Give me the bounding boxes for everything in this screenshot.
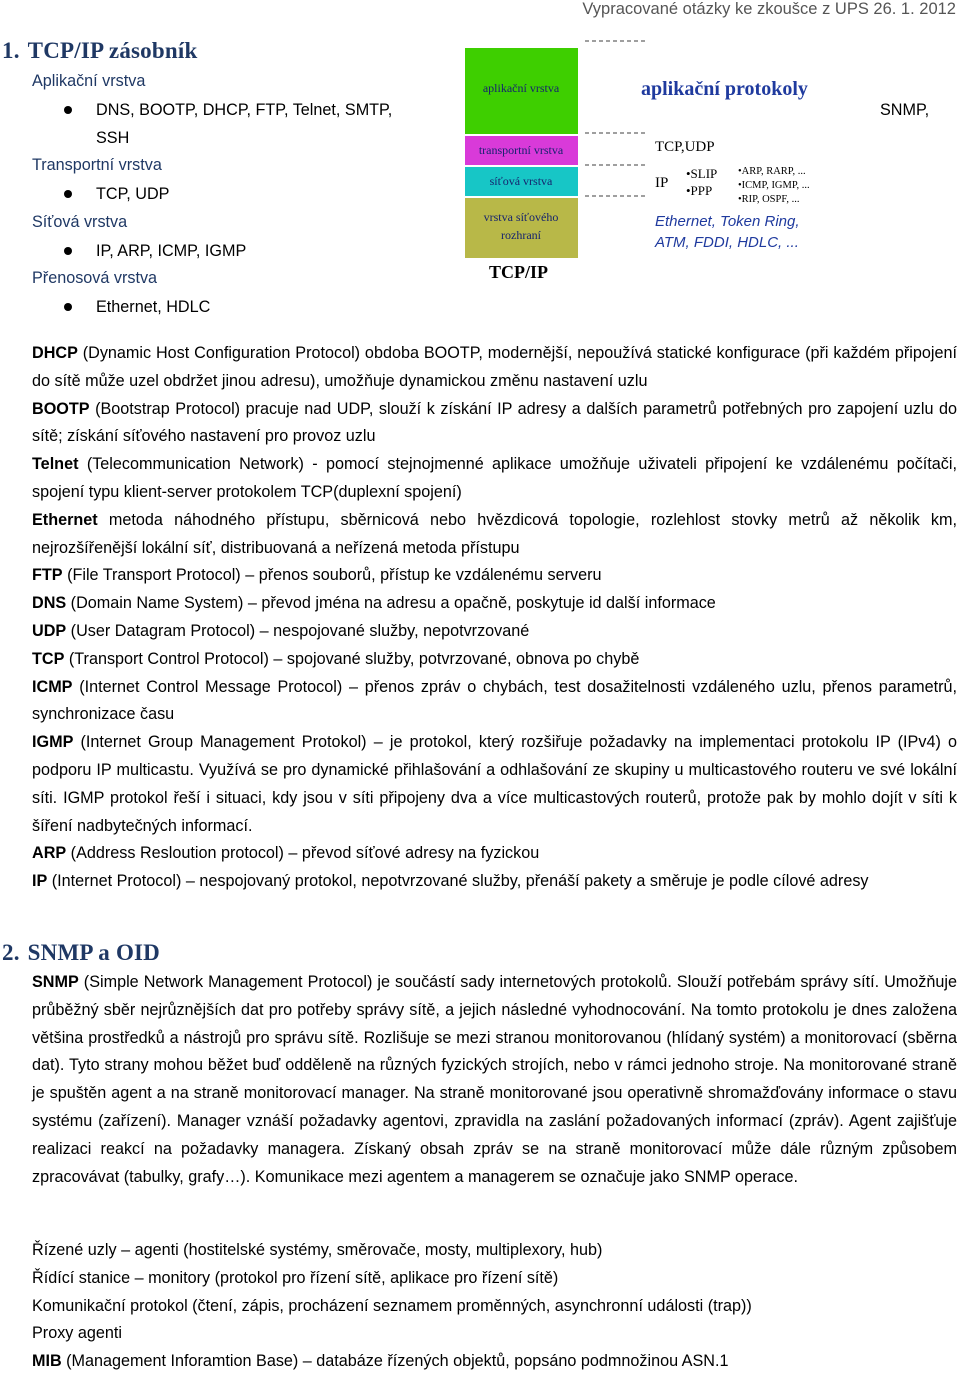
layer-protocols-application-cont: SSH (96, 129, 130, 147)
definition-term: BOOTP (32, 399, 90, 418)
layer-name-application: Aplikační vrstva (32, 72, 146, 90)
label-ip: IP (655, 175, 669, 191)
definition-igmp (32, 729, 957, 840)
layer-name-transport: Transportní vrstva (32, 156, 162, 174)
definition-udp (32, 618, 957, 646)
label-slip: •SLIP (686, 166, 718, 181)
definition-term: MIB (32, 1352, 62, 1371)
layer-name-link: Přenosová vrstva (32, 269, 158, 287)
snmp-components-list (32, 1237, 957, 1376)
layer-name-network: Síťová vrstva (32, 213, 128, 231)
definition-tcp (32, 646, 957, 674)
definition-bootp (32, 396, 957, 452)
definition-text: (Internet Control Message Protocol) – přenos zpráv o chybách, test dosažitelnosti vzdáleného uzlu, přenos parametrů, synchronizace času (32, 677, 957, 724)
label-icmp-igmp: •ICMP, IGMP, ... (738, 180, 810, 191)
layer-protocols-network: IP, ARP, ICMP, IGMP (96, 242, 247, 260)
layer-protocols-link: Ethernet, HDLC (96, 298, 211, 316)
definition-term: UDP (32, 621, 67, 640)
snmp-component-line: Komunikační protokol (čtení, zápis, procházení seznamem proměnných, asynchronní události (trap)) (32, 1296, 752, 1315)
definition-term: DNS (32, 594, 67, 613)
definition-ip (32, 868, 957, 896)
label-app-protocols: aplikační protokoly (641, 78, 808, 100)
section-number: 1. (2, 38, 20, 63)
section-heading-2 (2, 940, 160, 966)
snmp-component-line: Proxy agenti (32, 1324, 122, 1343)
definition-text: (Transport Control Protocol) – spojované služby, potvrzované, obnova po chybě (64, 649, 640, 668)
definition-term: IGMP (32, 733, 74, 752)
definition-text: (File Transport Protocol) – přenos souborů, přístup ke vzdálenému serveru (62, 566, 602, 585)
snmp-block (32, 969, 957, 1191)
definition-term: FTP (32, 566, 63, 585)
bullet-dot (64, 190, 72, 198)
definition-text: (Management Inforamtion Base) – databáze řízených objektů, popsáno podmnožinou ASN.1 (61, 1352, 729, 1371)
definition-term: TCP (32, 649, 65, 668)
section-number: 2. (2, 940, 20, 965)
box-transport-label: transportní vrstva (478, 143, 564, 157)
definition-term: Telnet (32, 455, 79, 474)
diagram-caption: TCP/IP (489, 262, 549, 282)
label-tcp-udp: TCP,UDP (655, 139, 715, 155)
label-ppp: •PPP (686, 183, 713, 198)
label-atm-fddi-hdlc: ATM, FDDI, HDLC, ... (655, 234, 799, 251)
definition-text: (Address Resloution protocol) – převod síťové adresy na fyzickou (66, 844, 540, 863)
bullet-dot (64, 303, 72, 311)
definition-text: (User Datagram Protocol) – nespojované služby, nepotvrzované (66, 621, 530, 640)
definition-text: metoda náhodného přístupu, sběrnicová nebo hvězdicová topologie, rozlehlost stovky metrů až několik km, nejrozšířenější lokální síť, distribuovaná a neřízená metoda přístupu (32, 510, 957, 557)
tcpip-stack-diagram (460, 35, 960, 285)
definition-text: (Dynamic Host Configuration Protocol) obdoba BOOTP, modernější, nepoužívá statické konfigurace (při každém připojení do sítě může uzel obdržet jinou adresu), umožňuje dynamickou změnu nastavení uzlu (32, 344, 957, 390)
bullet-dot (64, 106, 72, 114)
definition-text: (Internet Protocol) – nespojovaný protokol, nepotvrzované služby, přenáší pakety a směruje je podle cílové adresy (47, 872, 869, 891)
definition-icmp (32, 674, 957, 730)
label-ethernet-token-ring: Ethernet, Token Ring, (655, 213, 800, 230)
definition-term: ARP (32, 844, 67, 863)
box-link-label-line2: rozhraní (501, 228, 541, 242)
document-header: Vypracované otázky ke zkoušce z UPS 26. 1. 2012 (582, 0, 956, 18)
layer-protocols-application-trailing: SNMP, (880, 101, 930, 119)
definition-arp (32, 840, 957, 868)
definition-dhcp (32, 340, 957, 396)
section-title: SNMP a OID (27, 940, 160, 965)
definition-mib (32, 1348, 957, 1376)
layer-protocols-transport: TCP, UDP (96, 185, 170, 203)
bullet-dot (64, 247, 72, 255)
label-arp-rarp: •ARP, RARP, ... (738, 166, 806, 177)
definition-text: (Internet Group Management Protokol) – je protokol, který rozšiřuje požadavky na implementaci protokolu IP (IPv4) o podporu IP multicastu. Využívá se pro dynamické přihlašování a odhlašování ze skupiny u multicastového routeru ve své lokální síti. IGMP protokol řeší i situaci, kdy jsou v síti připojeny dva a více multicastových routerů, protože pak by mohlo dojít v síti k šíření nadbytečných informací. (32, 733, 957, 835)
label-rip-ospf: •RIP, OSPF, ... (738, 194, 800, 205)
definition-term: ICMP (32, 677, 73, 696)
definition-text: (Simple Network Management Protocol) je součástí sady internetových protokolů. Slouží potřebám správy sítí. Umožňuje průběžný sběr nejrůznějších dat pro potřeby správy sítě, a jejich následné vyhodnocování. Na tomto protokolu je dnes založena většina prostředků a nástrojů pro správu sítě. Rozlišuje se mezi stranou monitorovanou (hlídaný systém) a monitorovací (sběrna dat). Tyto strany mohou běžet buď odděleně na různých fyzických strojích, nebo v rámci jednoho stroje. Na monitorované straně je spuštěn agent a na straně monitorovací manager. Na straně monitorované jsou operativně shromažďovány informace o stavu systému (zařízení). Manager vznáší požadavky agentovi, zpravidla na zaslání požadovaných informací (zpráv). Agent zajišťuje realizaci reakcí na požadavky managera. Získaný obsah zpráv se na straně monitorovací může dále různým způsobem zpracovávat (tabulky, grafy…). Komunikace mezi agentem a managerem se označuje jako SNMP operace. (32, 973, 957, 1186)
definition-dns (32, 590, 957, 618)
snmp-paragraph (32, 969, 957, 1191)
definition-text: (Telecommunication Network) - pomocí stejnojmenné aplikace umožňuje uživateli připojení ke vzdálenému počítači, spojení typu klient-server protokolem TCP(duplexní spojení) (32, 455, 957, 501)
section-title: TCP/IP zásobník (27, 38, 198, 63)
definition-text: (Bootstrap Protocol) pracuje nad UDP, slouží k získání IP adresy a dalších parametrů potřebných pro zapojení uzlu do sítě; získání síťového nastavení pro provoz uzlu (32, 399, 957, 446)
snmp-component-line: Řízené uzly – agenti (hostitelské systémy, směrovače, mosty, multiplexory, hub) (32, 1241, 603, 1259)
definition-term: DHCP (32, 344, 78, 362)
definitions-block (32, 340, 957, 896)
definition-ftp (32, 562, 957, 590)
box-network-label: síťová vrstva (489, 174, 553, 188)
layer-protocols-application: DNS, BOOTP, DHCP, FTP, Telnet, SMTP, (96, 101, 393, 119)
section-heading-1 (2, 38, 197, 64)
box-application-label: aplikační vrstva (482, 81, 560, 95)
box-link-label-line1: vrstva síťového (483, 210, 559, 224)
snmp-component-line: Řídící stanice – monitory (protokol pro řízení sítě, aplikace pro řízení sítě) (32, 1268, 559, 1287)
definition-ethernet (32, 507, 957, 563)
definition-term: Ethernet (32, 510, 98, 529)
definition-term: IP (32, 872, 48, 891)
definition-term: SNMP (32, 973, 79, 991)
definition-text: (Domain Name System) – převod jména na adresu a opačně, poskytuje id další informace (66, 594, 716, 613)
definition-telnet (32, 451, 957, 507)
